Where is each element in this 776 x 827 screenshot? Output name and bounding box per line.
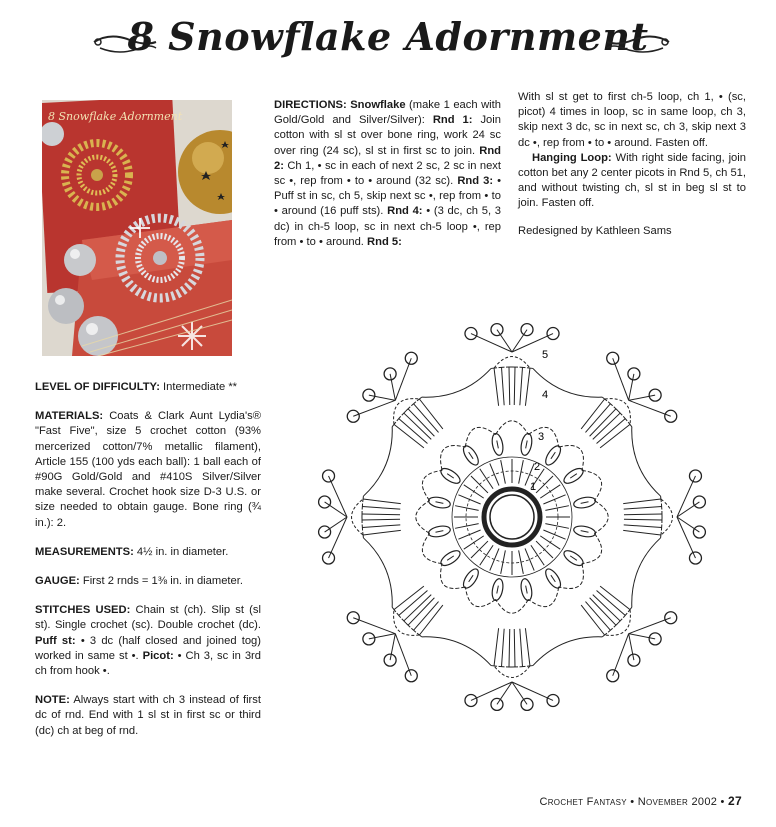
picot (405, 670, 417, 682)
rnd2-text: Ch 1, • sc in each of next 2 sc, 2 sc in next sc •, rep from • to • around (32 sc). (274, 159, 501, 188)
measurements-label: MEASUREMENTS: (35, 545, 134, 558)
chain-loop (582, 533, 602, 563)
double-crochet (624, 507, 662, 510)
picot (547, 694, 559, 706)
directions-column (274, 98, 501, 250)
footer-separator: • (626, 796, 638, 808)
rnd2-label: Rnd 2: (274, 144, 501, 172)
double-crochet (362, 519, 400, 520)
chain-loop (441, 564, 466, 589)
picot (384, 368, 396, 380)
puff-stitch-mark (581, 531, 589, 533)
ch3-connector (363, 427, 392, 496)
directions-heading: DIRECTIONS: Snowflake (274, 99, 406, 111)
rnd4-label: Rnd 4: (387, 205, 423, 218)
ch3-connector (632, 427, 661, 496)
chain-loop (496, 421, 529, 435)
picot-stem (629, 618, 671, 634)
picot-label: Picot: (142, 649, 174, 662)
picot (665, 410, 677, 422)
difficulty-value: Intermediate ** (159, 381, 238, 393)
round-label-3: 3 (538, 431, 545, 443)
rnd1-text: Join cotton with sl st over bone ring, work 24 sc over ring (24 sc), sl st in first sc to join. (274, 114, 501, 157)
chain-loop (422, 470, 442, 500)
bone-ring (484, 489, 540, 545)
puff-stitch-mark (497, 440, 499, 448)
stitch-spoke (525, 548, 534, 570)
stitch-spoke (471, 541, 488, 558)
directions-intro: (make 1 each with Gold/Gold and Silver/Silver): (274, 99, 501, 127)
rnd5-label: Rnd 5: (367, 235, 402, 248)
issue-date: November 2002 (637, 796, 718, 808)
double-crochet (362, 514, 400, 515)
hanging-loop-text: With right side facing, join cotton bet any 2 center picots in Rnd 5, ch 51, and without twisting ch, sl st in beg sl st to join. Fasten off. (518, 151, 746, 210)
measurements-text: 4½ in. in diameter. (133, 545, 229, 558)
crochet-chart-diagram (290, 292, 735, 742)
gauge-label: GAUGE: (35, 575, 80, 588)
chain-loop (441, 446, 466, 471)
picot (689, 552, 701, 564)
picot (628, 368, 640, 380)
double-crochet (494, 628, 499, 666)
picot (363, 389, 375, 401)
ch3-connector (422, 637, 491, 666)
picot-stem (613, 634, 629, 676)
rnd5-text: With sl st get to first ch-5 loop, ch 1, • (sc, picot) 4 times in loop, sc in same loop, ch 3, skip next 3 dc, sc in next sc, ch 3, skip next 3 dc •, rep from • to • around. Fasten off. (518, 91, 746, 149)
chain-loop (528, 587, 558, 607)
double-crochet (623, 530, 661, 535)
stitches-label: STITCHES USED: (35, 604, 131, 617)
puff-stitch-mark (570, 556, 577, 560)
hanging-loop-label: Hanging Loop: (532, 151, 612, 164)
puff-stitch-mark (570, 474, 577, 478)
right-flourish-icon (603, 30, 673, 60)
double-crochet (494, 368, 499, 406)
picot (363, 633, 375, 645)
rnd3-text: • Puff st in sc, ch 5, skip next sc •, rep from • to • around (16 puff sts). (274, 175, 501, 218)
picot-stem (395, 634, 411, 676)
ch3-connector (363, 538, 392, 607)
picot-text: • Ch 3, sc in 3rd ch from hook •. (35, 649, 261, 678)
ring-inner (490, 495, 534, 539)
puff-stitch-mark (447, 474, 454, 478)
ch5-loop (494, 666, 530, 678)
note-text: Always start with ch 3 instead of first dc of rnd. End with 1 sl st in first sc or third (dc) ch at beg of rnd. (35, 694, 261, 737)
stitch-spoke (490, 463, 499, 485)
picot-stem (613, 358, 629, 400)
chain-loop (594, 501, 608, 534)
stitch-spoke (543, 530, 565, 539)
double-crochet (363, 499, 401, 504)
double-crochet (520, 367, 523, 405)
puff-stitch-mark (435, 502, 443, 504)
double-crochet (509, 367, 510, 405)
chain-loop (422, 533, 442, 563)
materials-text: Coats & Clark Aunt Lydia's® "Fast Five", size 5 crochet cotton (93% mercerized cotton/7% metallic filament), Article 155 (100 yds each ball): 1 ball each of #90G Gold/Gold and #410S Silver/Silver make several. Crochet hook size D-3 U.S. or size needed to obtain gauge. Bone ring (¾ in.): 2. (35, 410, 261, 529)
ch3-connector (533, 637, 602, 666)
page-number: 27 (728, 794, 742, 808)
double-crochet (514, 367, 515, 405)
puff-label: Puff st: (35, 634, 76, 647)
ch5-loop (494, 357, 530, 369)
rnd4-text: • (3 dc, ch 5, 3 dc) in ch-5 loop, sc in next ch-5 loop •, rep from • to • around. (274, 205, 501, 248)
puff-text: • 3 dc (half closed and joined tog) worked in same st •. (35, 634, 262, 662)
double-crochet (362, 507, 400, 510)
dc-top (661, 532, 662, 538)
ch3-connector (422, 368, 491, 397)
puff-stitch-mark (469, 452, 473, 459)
dc-top (363, 496, 364, 502)
dc-top (527, 368, 533, 369)
picot-stem (353, 400, 395, 416)
ch5-loop (661, 499, 673, 535)
picot-stem (629, 400, 671, 416)
double-crochet (363, 530, 401, 535)
page-title: 8 Snowflake Adornment (127, 14, 649, 59)
product-photo (42, 100, 232, 356)
picot-stem (395, 358, 411, 400)
puff-stitch-mark (551, 452, 555, 459)
chain-loop (559, 564, 584, 589)
designer-credit: Redesigned by Kathleen Sams (518, 224, 672, 237)
gauge-text: First 2 rnds = 1⅜ in. in diameter. (79, 575, 243, 588)
puff-stitch-mark (447, 556, 454, 560)
difficulty-label: LEVEL OF DIFFICULTY: (35, 381, 160, 393)
puff-stitch-mark (435, 531, 443, 533)
chain-loop (465, 427, 495, 447)
rnd3-label: Rnd 3: (457, 175, 494, 188)
double-crochet (362, 525, 400, 528)
picot-stem (353, 618, 395, 634)
round-label-4: 4 (542, 389, 549, 401)
dc-top (491, 666, 497, 667)
double-crochet (525, 368, 530, 406)
double-crochet (623, 499, 661, 504)
puff-stitch-mark (526, 440, 528, 448)
round-labels (530, 349, 548, 493)
chain-loop (416, 501, 430, 534)
puff-stitch-mark (469, 575, 473, 582)
stitch-spoke (480, 469, 493, 489)
page-footer (539, 794, 742, 808)
puff-stitch-mark (581, 502, 589, 504)
directions-continued-column (518, 90, 746, 239)
info-column (35, 380, 261, 753)
chain-loop (559, 446, 584, 471)
chain-loop (582, 470, 602, 500)
puff-stitch-mark (526, 586, 528, 594)
double-crochet (624, 525, 662, 528)
rnd1-label: Rnd 1: (432, 114, 473, 127)
double-crochet (525, 628, 530, 666)
round-label-5: 5 (542, 349, 549, 361)
ch5-loop (352, 499, 364, 535)
note-label: NOTE: (35, 694, 70, 707)
footer-separator-2: • (717, 796, 729, 808)
puff-stitch-mark (551, 575, 555, 582)
round-label-2: 2 (534, 461, 541, 473)
double-crochet (514, 629, 515, 667)
double-crochet (624, 514, 662, 515)
materials-label: MATERIALS: (35, 410, 104, 423)
double-crochet (502, 629, 505, 667)
double-crochet (502, 367, 505, 405)
stitch-spoke (480, 545, 493, 565)
round-label-1: 1 (530, 481, 537, 493)
double-crochet (520, 629, 523, 667)
photo-caption: 8 Snowflake Adornment (48, 110, 183, 123)
chain-loop (496, 599, 529, 613)
double-crochet (509, 629, 510, 667)
ch3-connector (632, 538, 661, 607)
double-crochet (624, 519, 662, 520)
chain-loop (465, 587, 495, 607)
stitches-text: Chain st (ch). Slip st (sl st). Single crochet (sc). Double crochet (dc). (35, 604, 261, 632)
magazine-name: Crochet Fantasy (539, 796, 627, 808)
puff-stitch-mark (497, 586, 499, 594)
